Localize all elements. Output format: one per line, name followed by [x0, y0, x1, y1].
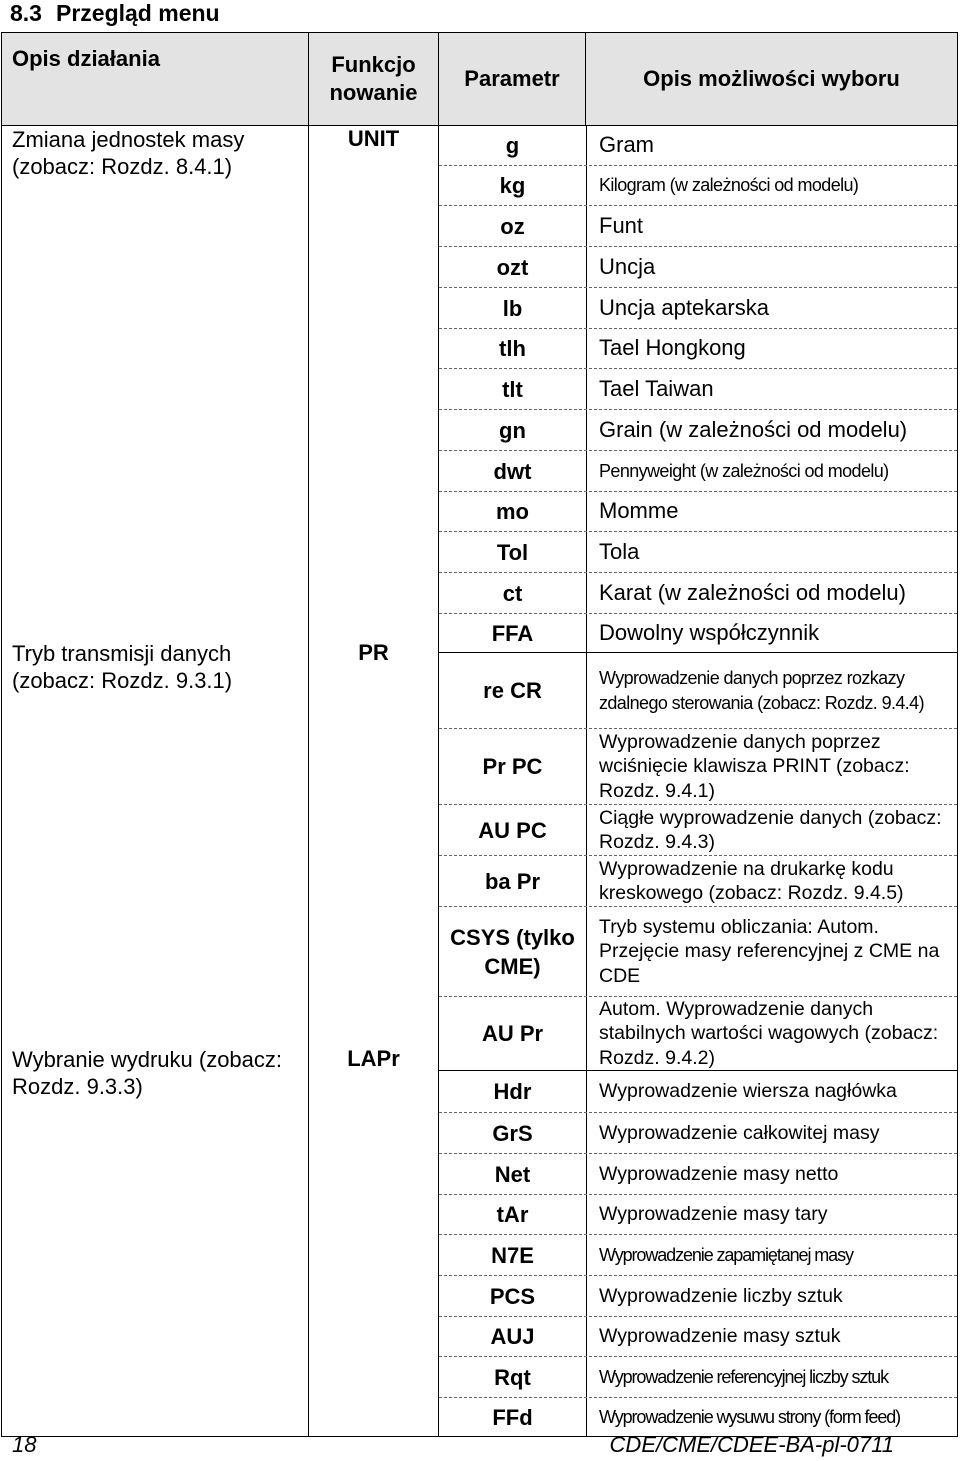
list-item [439, 247, 957, 288]
list-item [439, 206, 957, 247]
param-option: Wyprowadzenie całkowitej masy [599, 1121, 880, 1144]
section-number: 8.3 [10, 0, 42, 26]
table-body-row [2, 126, 958, 1437]
param-code: PCS [489, 1283, 536, 1309]
param-option: Wyprowadzenie referencyjnej liczby sztuk [599, 1366, 888, 1387]
param-code: ba Pr [484, 868, 541, 894]
param-option: Wyprowadzenie masy sztuk [599, 1325, 841, 1348]
param-code: Net [494, 1161, 531, 1187]
list-item [439, 1113, 957, 1154]
list-item [439, 1154, 957, 1195]
param-code: Pr PC [482, 754, 543, 779]
param-option: Momme [599, 498, 679, 524]
param-option: Wyprowadzenie masy netto [599, 1162, 839, 1185]
param-option: Uncja aptekarska [599, 294, 769, 320]
param-option: Tola [599, 538, 640, 564]
list-item [439, 451, 957, 492]
param-code: AU Pr [481, 1021, 544, 1046]
param-option: Funt [599, 212, 644, 238]
param-code: AUJ [490, 1324, 535, 1349]
param-option: Wyprowadzenie na drukarkę kodu kreskowego (zobacz: Rozdz. 9.4.5) [599, 857, 904, 904]
list-item [439, 1276, 957, 1317]
list-item [439, 166, 957, 206]
param-option: Gram [599, 132, 654, 158]
function-pr: PR [358, 640, 389, 665]
param-option: Uncja [599, 253, 656, 279]
menu-overview-table [1, 32, 958, 1437]
section-heading: Przegląd menu [55, 0, 220, 26]
param-option: Pennyweight (w zależności od modelu) [599, 460, 889, 481]
description-unit: Zmiana jednostek masy (zobacz: Rozdz. 8.4.1) [12, 127, 245, 179]
param-option: Wyprowadzenie danych poprzez wciśnięcie klawisza PRINT (zobacz: Rozdz. 9.4.1) [599, 730, 910, 802]
param-code: FFd [492, 1404, 533, 1430]
param-code: Rqt [494, 1364, 531, 1390]
param-code: ct [502, 580, 523, 606]
param-code: tlt [502, 376, 523, 402]
list-item [439, 1317, 957, 1357]
description-pr: Tryb transmisji danych (zobacz: Rozdz. 9.3.1) [12, 641, 233, 693]
param-option: Wyprowadzenie zapamiętanej masy [599, 1244, 853, 1265]
param-option: Karat (w zależności od modelu) [599, 579, 906, 605]
param-option: Grain (w zależności od modelu) [599, 416, 908, 442]
list-item [439, 1357, 957, 1398]
list-item [439, 1195, 957, 1235]
param-option: Tryb systemu obliczania: Autom. Przejęcie masy referencyjnej z CME na CDE [599, 915, 940, 987]
function-column [309, 126, 439, 1437]
param-option: Kilogram (w zależności od modelu) [599, 175, 859, 196]
param-option: Tael Taiwan [599, 375, 714, 401]
list-item [439, 573, 957, 614]
list-item [439, 492, 957, 532]
param-code: gn [499, 417, 526, 443]
list-item [439, 907, 957, 997]
page-number: 18 [12, 1432, 37, 1457]
list-item [439, 288, 957, 329]
header-description: Opis działania [2, 33, 309, 126]
param-code: AU PC [478, 817, 547, 843]
param-code: N7E [491, 1242, 534, 1268]
list-item [439, 729, 957, 805]
header-options: Opis możliwości wyboru [586, 33, 958, 126]
list-item [439, 997, 957, 1071]
header-parameter: Parametr [439, 33, 586, 126]
param-code: Tol [496, 539, 529, 565]
description-lapr: Wybranie wydruku (zobacz: Rozdz. 9.3.3) [12, 1047, 283, 1099]
function-unit: UNIT [347, 126, 400, 151]
param-option: Wyprowadzenie masy tary [599, 1203, 828, 1226]
list-item [439, 410, 957, 451]
list-item [439, 369, 957, 410]
param-option: Dowolny współczynnik [599, 619, 820, 645]
param-code: CSYS (tylko CME) [450, 924, 575, 979]
param-code: kg [499, 173, 526, 198]
list-item [439, 1235, 957, 1276]
param-option: Wyprowadzenie danych poprzez rozkazy zdalnego sterowania (zobacz: Rozdz. 9.4.4) [599, 668, 924, 713]
param-code: re CR [483, 678, 542, 703]
param-option: Wyprowadzenie wiersza nagłówka [599, 1080, 897, 1103]
list-item [439, 1398, 957, 1436]
param-code: oz [500, 213, 525, 239]
section-title [10, 0, 220, 27]
param-code: Hdr [493, 1079, 532, 1104]
param-code: dwt [493, 458, 532, 484]
param-code: GrS [492, 1120, 533, 1146]
list-item [439, 329, 957, 369]
list-item [439, 805, 957, 856]
description-column [2, 126, 309, 1437]
param-option: Ciągłe wyprowadzenie danych (zobacz: Rozdz. 9.4.3) [599, 806, 942, 853]
param-code: tlh [499, 336, 526, 361]
table-header-row [2, 33, 958, 126]
param-option: Autom. Wyprowadzenie danych stabilnych wartości wagowych (zobacz: Rozdz. 9.4.2) [599, 997, 939, 1069]
param-code: FFA [491, 620, 534, 646]
list-item [439, 653, 957, 729]
document-code: CDE/CME/CDEE-BA-pl-0711 [609, 1432, 894, 1457]
list-item [439, 126, 957, 166]
header-function: Funkcjo nowanie [309, 33, 439, 126]
param-code: ozt [496, 254, 529, 280]
list-item [439, 614, 957, 653]
function-lapr: LAPr [347, 1046, 400, 1071]
param-code: lb [502, 295, 523, 321]
list-item [439, 1071, 957, 1113]
parameter-list [439, 126, 958, 1437]
param-option: Wyprowadzenie wysuwu strony (form feed) [599, 1406, 901, 1427]
param-code: g [505, 133, 520, 158]
param-option: Wyprowadzenie liczby sztuk [599, 1284, 843, 1307]
list-item [439, 532, 957, 573]
list-item [439, 856, 957, 907]
param-code: mo [496, 499, 529, 524]
param-code: tAr [496, 1202, 529, 1227]
param-option: Tael Hongkong [599, 335, 746, 361]
